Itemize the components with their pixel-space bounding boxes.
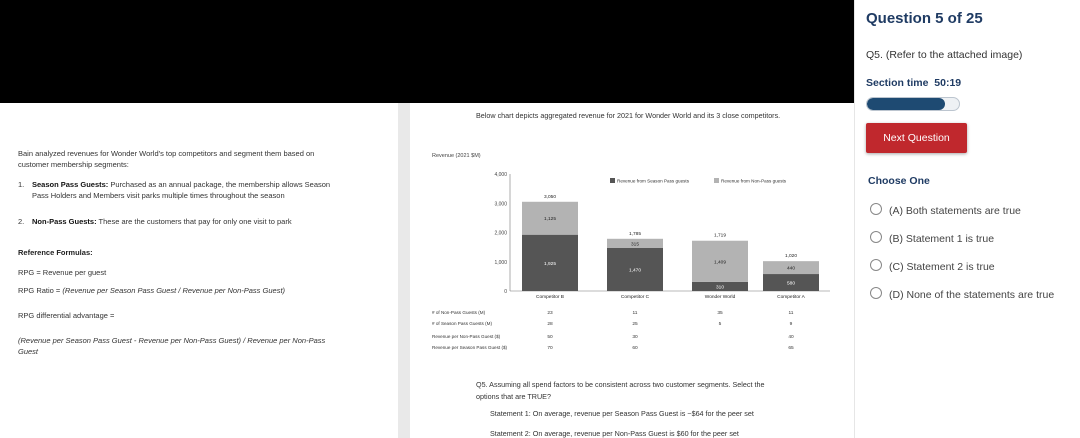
answer-option-label: (D) None of the statements are true <box>889 289 1055 301</box>
document-page-left <box>0 103 398 438</box>
bar-value-label: 580 <box>786 281 796 287</box>
bar-value-label: 1,409 <box>713 260 727 266</box>
radio-button[interactable] <box>870 259 882 271</box>
radio-button[interactable] <box>870 203 882 215</box>
formula-rpg: RPG = Revenue per guest <box>18 268 107 277</box>
radio-button[interactable] <box>870 231 882 243</box>
statement-1: Statement 1: On average, revenue per Season Pass Guest is ~$64 for the peer set <box>490 409 754 418</box>
table-cell: 70 <box>547 346 553 351</box>
definition-number: 1. <box>18 180 25 189</box>
table-cell: 60 <box>632 346 638 351</box>
definition-text: These are the customers that pay for only one visit to park <box>96 217 292 226</box>
category-label: Competitor A <box>777 295 805 300</box>
table-cell: 35 <box>717 311 723 316</box>
question-counter: Question 5 of 25 <box>866 10 983 27</box>
legend-label: Revenue from Season Pass guests <box>617 178 690 184</box>
category-label: Wonder World <box>704 295 736 300</box>
definition-term: Season Pass Guests: <box>32 180 109 189</box>
bar-value-label: 1,925 <box>543 261 557 267</box>
bar-total-label: 1,719 <box>713 233 727 239</box>
question-subtitle: Q5. (Refer to the attached image) <box>866 49 1023 61</box>
table-cell: 65 <box>788 346 794 351</box>
definition-non-pass <box>18 216 332 227</box>
formula-label: RPG Ratio = <box>18 286 63 295</box>
answer-option-label: (B) Statement 1 is true <box>889 233 995 245</box>
chart-ylabel: Revenue (2021 $M) <box>432 153 481 159</box>
question-text: Q5. Assuming all spend factors to be consistent across two customer segments. Select the options that are TRUE? <box>476 380 765 401</box>
formula-expression: (Revenue per Season Pass Guest / Revenue per Non-Pass Guest) <box>62 286 286 295</box>
table-row-label: Revenue per Season Pass Guest ($) <box>432 345 508 350</box>
bar-total-label: 1,785 <box>628 231 642 237</box>
legend-swatch <box>610 178 615 183</box>
bar-total-label: 3,050 <box>543 194 557 200</box>
definition-number: 2. <box>18 217 25 226</box>
page-gutter <box>398 103 410 438</box>
next-question-button[interactable]: Next Question <box>866 123 967 153</box>
answer-option-d[interactable] <box>870 287 1055 302</box>
category-label: Competitor C <box>620 295 650 300</box>
bar-value-label: 1,470 <box>628 268 642 274</box>
table-cell: 25 <box>632 322 638 327</box>
statement-2: Statement 2: On average, revenue per Non-Pass Guest is $60 for the peer set <box>490 429 739 438</box>
table-row-label: Revenue per Non-Pass Guest ($) <box>432 334 501 339</box>
radio-button[interactable] <box>870 287 882 299</box>
answer-option-c[interactable] <box>870 259 1055 274</box>
formula-rpg-ratio <box>18 285 338 296</box>
formula-rpg-diff-expr <box>18 335 328 357</box>
definition-season-pass <box>18 179 332 201</box>
table-cell: 5 <box>718 322 722 327</box>
table-row-label: # of Season Pass Guests (M) <box>432 321 492 326</box>
formula-rpg-diff-label: RPG differential advantage = <box>18 311 115 320</box>
chart-intro-text: Below chart depicts aggregated revenue for 2021 for Wonder World and its 3 close competitors. <box>476 111 781 120</box>
legend-label: Revenue from Non-Pass guests <box>721 178 787 184</box>
black-banner <box>0 0 854 103</box>
progress-fill <box>867 98 945 110</box>
y-tick-label: 1,000 <box>494 259 507 266</box>
table-row-label: # of Non-Pass Guests (M) <box>432 310 486 315</box>
choose-one-label: Choose One <box>868 175 930 187</box>
section-time-label: Section time <box>866 77 929 89</box>
legend-swatch <box>714 178 719 183</box>
table-cell: 11 <box>632 311 638 316</box>
table-cell: 30 <box>632 335 638 340</box>
table-cell: 11 <box>788 311 794 316</box>
answer-option-b[interactable] <box>870 231 1055 246</box>
formula-expression: (Revenue per Season Pass Guest - Revenue per Non-Pass Guest) / Revenue per Non-Pass Guest <box>18 336 326 356</box>
bar-value-label: 310 <box>715 285 725 291</box>
reference-formulas-title: Reference Formulas: <box>18 248 93 257</box>
document-page-right <box>410 103 854 438</box>
y-tick-label: 2,000 <box>494 230 507 237</box>
y-tick-label: 0 <box>504 289 507 295</box>
panel-divider <box>854 0 855 438</box>
bar-value-label: 315 <box>630 242 640 248</box>
bar-total-label: 1,020 <box>784 254 798 260</box>
section-time-value: 50:19 <box>934 77 962 89</box>
bar-value-label: 440 <box>786 266 796 272</box>
answer-option-label: (C) Statement 2 is true <box>889 261 995 273</box>
table-cell: 40 <box>788 335 794 340</box>
y-tick-label: 3,000 <box>494 201 507 208</box>
table-cell: 9 <box>789 322 793 327</box>
category-label: Competitor B <box>536 295 564 300</box>
table-cell: 50 <box>547 335 553 340</box>
bar-value-label: 1,125 <box>543 217 557 223</box>
y-tick-label: 4,000 <box>494 172 507 178</box>
definition-term: Non-Pass Guests: <box>32 217 97 226</box>
intro-text: Bain analyzed revenues for Wonder World's top competitors and segment them based on customer membership segments: <box>18 149 315 169</box>
answer-option-label: (A) Both statements are true <box>889 205 1021 217</box>
definition-text: Purchased as an annual package, the membership allows Season Pass Holders and Members visit parks multiple times throughout the season <box>32 180 331 200</box>
answer-option-a[interactable] <box>870 203 1055 218</box>
time-progress-bar <box>866 97 960 111</box>
table-cell: 23 <box>547 311 553 316</box>
table-cell: 28 <box>547 322 553 327</box>
section-time <box>866 77 961 89</box>
revenue-chart <box>410 103 854 363</box>
